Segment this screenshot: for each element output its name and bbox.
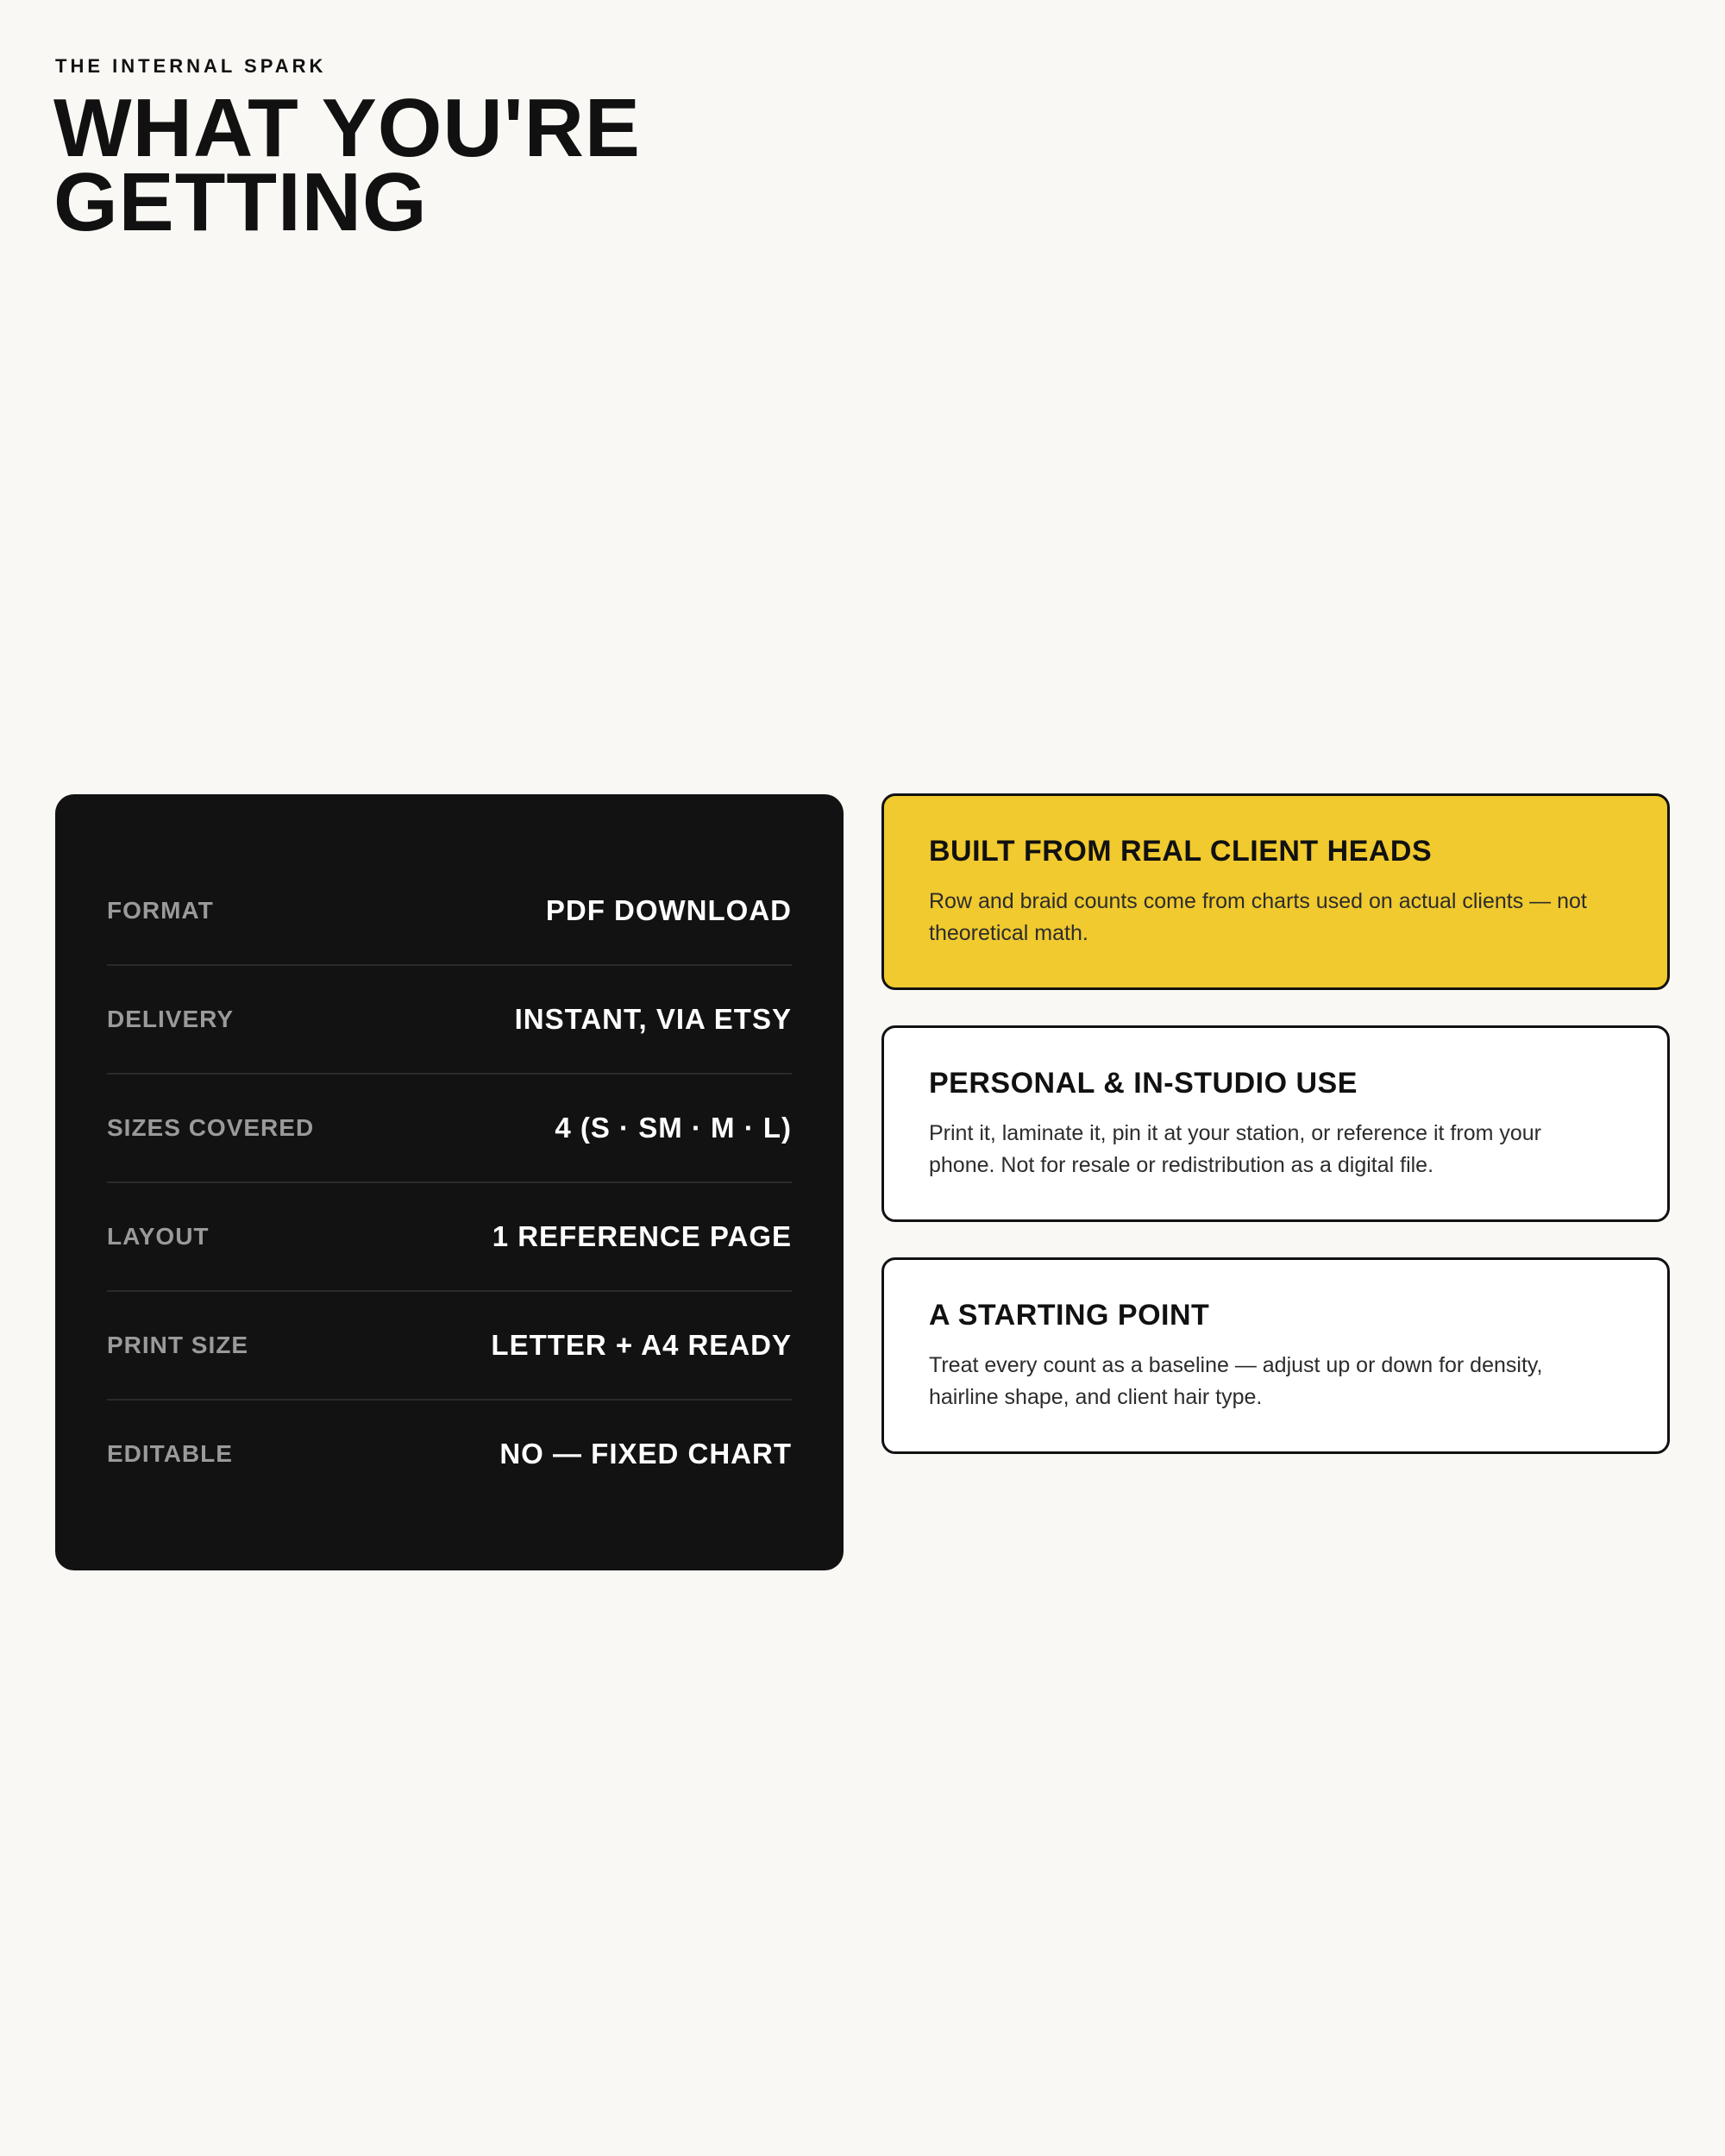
spec-label: PRINT SIZE	[107, 1332, 249, 1358]
spec-row-editable	[107, 1401, 792, 1507]
spec-value: PDF DOWNLOAD	[545, 894, 792, 926]
feature-card-real-client-heads	[881, 793, 1670, 990]
specs-panel	[55, 794, 844, 1570]
spec-value: 4 (S · SM · M · L)	[555, 1112, 792, 1144]
feature-card-title: BUILT FROM REAL CLIENT HEADS	[929, 835, 1433, 868]
feature-cards	[881, 793, 1670, 1489]
feature-card-title: PERSONAL & IN-STUDIO USE	[929, 1067, 1358, 1100]
spec-label: DELIVERY	[107, 1006, 234, 1032]
brand-eyebrow: THE INTERNAL SPARK	[55, 55, 327, 77]
spec-label: SIZES COVERED	[107, 1114, 315, 1141]
spec-row-layout	[107, 1183, 792, 1292]
page-title	[53, 82, 830, 248]
spec-row-print-size	[107, 1292, 792, 1401]
feature-card-starting-point	[881, 1257, 1670, 1454]
spec-label: FORMAT	[107, 897, 214, 924]
spec-value: LETTER + A4 READY	[491, 1329, 792, 1361]
spec-row-delivery	[107, 966, 792, 1075]
feature-card-body: Print it, laminate it, pin it at your station, or reference it from your phone. Not for resale or redistribution as a digital file.	[929, 1121, 1542, 1177]
spec-row-format	[107, 857, 792, 966]
page-title-line-1: WHAT YOU'RE	[53, 82, 641, 174]
spec-value: 1 REFERENCE PAGE	[492, 1220, 792, 1252]
spec-label: EDITABLE	[107, 1440, 233, 1467]
feature-card-body: Row and braid counts come from charts used on actual clients — not theoretical math.	[929, 889, 1587, 945]
feature-card-personal-use	[881, 1025, 1670, 1222]
spec-row-sizes-covered	[107, 1075, 792, 1183]
page-title-line-2: GETTING	[53, 156, 428, 248]
feature-card-title: A STARTING POINT	[929, 1299, 1210, 1332]
spec-value: NO — FIXED CHART	[499, 1438, 792, 1470]
spec-value: INSTANT, VIA ETSY	[514, 1003, 792, 1035]
feature-card-body: Treat every count as a baseline — adjust up or down for density, hairline shape, and client hair type.	[929, 1353, 1543, 1409]
spec-label: LAYOUT	[107, 1223, 210, 1250]
